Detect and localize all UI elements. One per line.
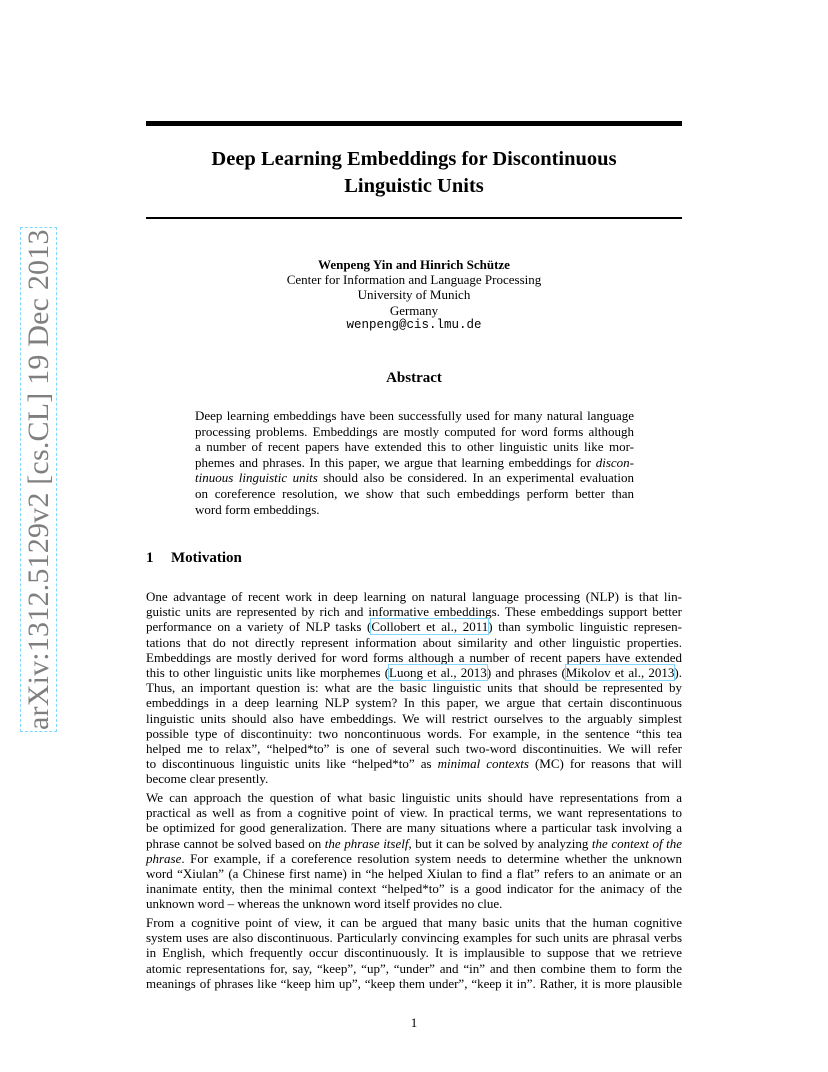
abstract-line: on coreference resolution, we show that such embeddings perform better than [195, 485, 634, 501]
text-line [146, 851, 682, 866]
author-names: Wenpeng Yin and Hinrich Schütze [318, 257, 510, 272]
abstract-line-text: phemes and phrases. In this paper, we argue that learning embeddings for [195, 454, 592, 470]
arxiv-id-link[interactable]: arXiv:1312.5129v2 [cs.CL] 19 Dec 2013 [22, 229, 55, 730]
title-top-rule [146, 121, 682, 126]
text-fragment: ) than symbolic linguistic represen- [488, 619, 682, 635]
text-fragment: , but it can be solved by analyzing [408, 835, 592, 851]
section-number: 1 [146, 550, 154, 566]
citation-link-mikolov[interactable]: Mikolov et al., 2013 [565, 664, 675, 680]
abstract-line: a number of recent papers have extended this to other linguistic units like mor- [195, 439, 634, 455]
title-bottom-rule [146, 217, 682, 219]
abstract-line [195, 470, 634, 486]
text-line: system uses are also discontinuous. Particularly convincing examples for such units are phrasal verbs [146, 930, 682, 946]
abstract-heading: Abstract [386, 370, 442, 386]
title-line-1: Deep Learning Embeddings for Discontinuous [211, 148, 617, 170]
text-fragment: performance on a variety of NLP tasks ( [146, 619, 372, 635]
abstract-italic: tinuous linguistic units [195, 470, 318, 486]
text-line: guistic units are represented by rich and informative embeddings. These embeddings support better [146, 604, 682, 620]
title-line-2: Linguistic Units [344, 175, 484, 197]
text-line: inanimate entity, then the minimal context “helped*to” is a good indicator for the animacy of the [146, 881, 682, 897]
text-line: in English, which frequently occur discontinuously. It is implausible to suppose that we retrieve [146, 945, 682, 961]
affiliation: Center for Information and Language Processing [286, 272, 542, 288]
abstract-line [195, 455, 634, 471]
text-line: Embeddings are mostly derived for word forms although a number of recent papers have extended [146, 649, 682, 665]
text-line [146, 665, 682, 680]
section-heading [146, 550, 242, 567]
text-line: possible type of discontinuity: two noncontinuous words. For example, in the sentence “this tea [146, 725, 682, 741]
text-line: linguistic units should also have embeddings. We will restrict ourselves to the arguably simplest [146, 710, 682, 726]
text-line: become clear presently. [146, 771, 269, 787]
paragraph-1 [146, 589, 682, 786]
paper-title [146, 146, 682, 200]
text-line [146, 619, 682, 634]
text-line [146, 756, 682, 771]
italic-term: phrase [146, 850, 182, 866]
text-line: atomic representations for, say, “keep”, “up”, “under” and “in” and then combine them to form the [146, 960, 682, 976]
text-line: be optimized for good generalization. There are many situations where a particular task involving a [146, 820, 682, 836]
abstract-line-text: should also be considered. In an experimental evaluation [317, 470, 634, 486]
text-line: unknown word – whereas the unknown word itself provides no clue. [146, 896, 503, 912]
text-line [146, 836, 682, 851]
abstract-line: Deep learning embeddings have been successfully used for many natural language [195, 408, 634, 423]
text-line: embeddings in a deep learning NLP system? In this paper, we argue that certain discontinuous [146, 695, 682, 711]
author-block [146, 257, 682, 333]
paragraph-2 [146, 790, 682, 912]
abstract-line: word form embeddings. [195, 501, 320, 517]
text-line: From a cognitive point of view, it can be argued that many basic units that the human cognitive [146, 915, 682, 930]
text-line: helped me to relax”, “helped*to” is one of several such two-word discontinuities. We will refer [146, 740, 682, 756]
text-line: We can approach the question of what basic linguistic units should have representations from a [146, 790, 682, 805]
italic-term: the phrase itself [324, 835, 409, 851]
citation-link-luong[interactable]: Luong et al., 2013 [389, 664, 487, 680]
page-number: 1 [410, 1015, 418, 1030]
abstract-text [195, 408, 634, 517]
italic-term: the context of the [591, 835, 682, 851]
text-line: One advantage of recent work in deep learning on natural language processing (NLP) is that lin- [146, 589, 682, 604]
arxiv-sidebar-stamp[interactable] [22, 229, 56, 730]
section-title: Motivation [171, 550, 242, 566]
text-line: practical as well as from a cognitive point of view. In practical terms, we want representations to [146, 805, 682, 821]
citation-link-collobert[interactable]: Collobert et al., 2011 [371, 619, 489, 635]
abstract-line: processing problems. Embeddings are mostly computed for word forms although [195, 423, 634, 439]
text-line: tations that do not directly represent information about similarity and other linguistic properties. [146, 634, 682, 650]
text-fragment: this to other linguistic units like morphemes ( [146, 664, 390, 680]
text-fragment: . For example, if a coreference resolution system needs to determine whether the unknown [181, 850, 682, 866]
italic-term: minimal contexts [437, 756, 529, 772]
text-line: meanings of phrases like “keep him up”, “keep them under”, “keep it in”. Rather, it is more plausible [146, 975, 682, 991]
text-fragment: phrase cannot be solved based on [146, 835, 325, 851]
abstract-italic: discon- [595, 454, 634, 470]
text-fragment: to discontinuous linguistic units like “helped*to” as [146, 756, 438, 772]
text-fragment: ). [674, 664, 682, 680]
university: University of Munich [357, 287, 471, 303]
text-line: word “Xiulan” (a Chinese first name) in “he helped Xiulan to find a flat” refers to an animate or an [146, 865, 682, 881]
text-fragment: (MC) for reasons that will [528, 756, 682, 772]
country: Germany [389, 302, 439, 318]
author-email: wenpeng@cis.lmu.de [346, 317, 482, 332]
text-fragment: ) and phrases ( [486, 664, 566, 680]
text-line: Thus, an important question is: what are the basic linguistic units that should be represented by [146, 680, 682, 696]
paragraph-3 [146, 915, 682, 991]
